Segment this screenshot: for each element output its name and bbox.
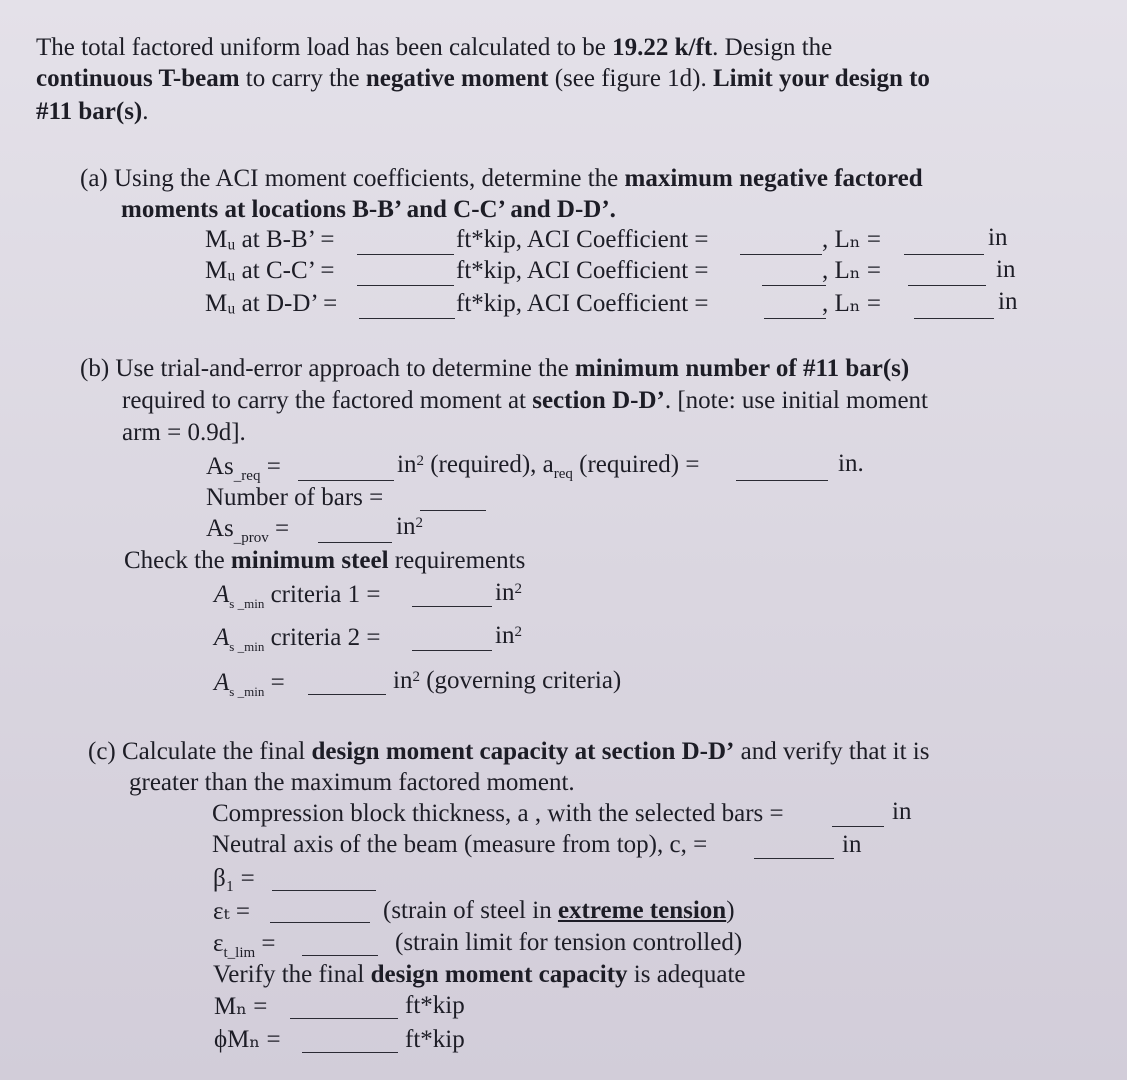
text: required to carry the factored moment at	[122, 387, 533, 414]
check-min-steel	[124, 546, 525, 576]
text: ε	[213, 930, 224, 957]
text: (governing criteria)	[419, 667, 622, 694]
text: )	[726, 897, 735, 924]
text: maximum negative factored	[624, 165, 923, 192]
a-letter: A	[214, 581, 230, 608]
text: (c) Calculate the final	[88, 738, 312, 765]
mu-dd-label: Mᵤ at D-D’ =	[205, 290, 338, 317]
mu-bb-unit: ft*kip, ACI Coefficient =	[456, 226, 709, 253]
equals: =	[266, 453, 281, 480]
text: (see figure 1d).	[548, 65, 713, 92]
as-min-crit1-row	[214, 580, 380, 619]
num-bars-blank[interactable]	[420, 488, 486, 511]
text: requirements	[388, 547, 526, 574]
areq-sub: req	[553, 466, 573, 482]
mu-cc-unit: ft*kip, ACI Coefficient =	[456, 257, 709, 284]
sup: 2	[415, 515, 423, 531]
part-b-line-2	[122, 386, 928, 416]
num-bars-label: Number of bars =	[206, 484, 384, 511]
mu-bb-blank[interactable]	[357, 232, 454, 255]
s-min-sub: s _min	[229, 596, 265, 611]
text: .	[142, 98, 149, 125]
part-b-line-1	[80, 354, 909, 384]
strain-extreme	[383, 896, 735, 926]
text: and verify that it is	[734, 738, 930, 765]
text: (b) Use trial-and-error approach to determine the	[80, 355, 575, 382]
as-prov-unit	[396, 512, 423, 542]
ln-cc-unit: in	[996, 256, 1016, 283]
as-min-row	[214, 668, 285, 707]
text: in	[397, 451, 417, 478]
ln-cc-blank[interactable]	[908, 263, 986, 286]
part-c-line-2: greater than the maximum factored moment.	[129, 769, 575, 796]
aci-coef-cc-blank[interactable]	[762, 263, 826, 286]
equals: =	[255, 930, 276, 957]
as-min-crit1-unit	[495, 578, 522, 608]
intro-line-2	[36, 64, 930, 94]
mu-dd-unit: ft*kip, ACI Coefficient =	[456, 290, 709, 317]
mn-blank[interactable]	[290, 996, 398, 1019]
ln-bb-blank[interactable]	[904, 232, 984, 255]
eps-t-label: εₜ =	[213, 898, 251, 925]
ln-bb-label: , Lₙ =	[822, 226, 881, 253]
mu-cc-label: Mᵤ at C-C’ =	[205, 257, 335, 284]
s-min-sub: s _min	[229, 684, 265, 699]
comp-block-blank[interactable]	[832, 804, 884, 827]
areq-unit: in.	[838, 450, 864, 477]
as-label: As	[206, 453, 234, 480]
as-req-blank[interactable]	[298, 458, 394, 481]
part-a-line-2: moments at locations B-B’ and C-C’ and D-D’.	[121, 196, 616, 223]
areq-blank[interactable]	[736, 458, 828, 481]
beta1-label: β₁ =	[213, 865, 255, 892]
text: (required) =	[572, 451, 700, 478]
eps-lim-blank[interactable]	[302, 933, 378, 956]
ln-dd-label: , Lₙ =	[822, 290, 881, 317]
text: Verify the final	[213, 961, 371, 988]
text: minimum steel	[230, 547, 389, 574]
as-prov-sub: _prov	[233, 530, 269, 546]
sup: 2	[412, 669, 420, 685]
part-a-line-1	[80, 164, 923, 194]
strain-limit: (strain limit for tension controlled)	[395, 929, 743, 956]
as-min-crit2-unit	[495, 621, 522, 651]
text: in	[495, 579, 515, 606]
text: to carry the	[239, 65, 366, 92]
text: section D-D’	[532, 387, 665, 414]
phi-mn-blank[interactable]	[302, 1030, 398, 1053]
neutral-axis-blank[interactable]	[754, 836, 834, 859]
mn-label: Mₙ =	[214, 993, 268, 1020]
as-label: As	[206, 515, 234, 542]
s-min-sub: s _min	[229, 639, 265, 654]
as-min-blank[interactable]	[308, 672, 386, 695]
eps-lim-sub: t_lim	[223, 945, 256, 961]
text: in	[495, 622, 515, 649]
text: The total factored uniform load has been calculated to be	[36, 34, 613, 61]
ln-dd-blank[interactable]	[914, 296, 994, 319]
mn-unit: ft*kip	[405, 992, 465, 1019]
text: design moment capacity	[370, 961, 628, 988]
text: . Design the	[712, 34, 833, 61]
phi-mn-label: ϕMₙ =	[214, 1026, 281, 1053]
sup: 2	[514, 581, 522, 597]
sup: 2	[514, 624, 522, 640]
neutral-axis-unit: in	[842, 831, 862, 858]
text: design moment capacity at section D-D’	[311, 738, 735, 765]
as-req-unit	[397, 450, 699, 489]
beta1-blank[interactable]	[272, 868, 376, 891]
as-min-crit2-row	[214, 623, 380, 662]
neutral-axis-label: Neutral axis of the beam (measure from top), c, =	[212, 831, 708, 858]
text: (a) Using the ACI moment coefficients, determine the	[80, 165, 625, 192]
text: (strain of steel in	[383, 897, 558, 924]
ln-dd-unit: in	[998, 288, 1018, 315]
text: in	[396, 513, 416, 540]
a-letter: A	[214, 669, 230, 696]
as-min-crit2-blank[interactable]	[412, 628, 492, 651]
verify-line	[213, 960, 746, 990]
equals: =	[275, 515, 290, 542]
comp-block-unit: in	[892, 798, 912, 825]
ln-bb-unit: in	[988, 224, 1008, 251]
intro-line-1	[36, 33, 832, 63]
ln-cc-label: , Lₙ =	[822, 257, 881, 284]
eps-t-blank[interactable]	[270, 900, 370, 923]
sup: 2	[416, 453, 424, 469]
as-min-unit	[393, 666, 621, 696]
mu-dd-blank[interactable]	[359, 296, 455, 319]
text: extreme tension	[557, 897, 727, 924]
phi-mn-unit: ft*kip	[405, 1026, 465, 1053]
mu-cc-blank[interactable]	[357, 263, 454, 286]
load-value: 19.22 k/ft	[612, 34, 713, 61]
aci-coef-dd-blank[interactable]	[764, 296, 826, 319]
as-prov-blank[interactable]	[318, 520, 392, 543]
text: in	[393, 667, 413, 694]
text: continuous T-beam	[36, 65, 240, 92]
bar-size: #11 bar(s)	[36, 98, 143, 125]
aci-coef-bb-blank[interactable]	[740, 232, 822, 255]
part-c-line-1	[88, 737, 929, 767]
as-min-crit1-blank[interactable]	[412, 584, 492, 607]
part-b-line-3: arm = 0.9d].	[122, 419, 246, 446]
text: (required), a	[423, 451, 554, 478]
equals: =	[270, 669, 285, 696]
as-req-sub: _req	[233, 468, 261, 484]
text: Check the	[124, 547, 231, 574]
text: minimum number of #11 bar(s)	[574, 355, 910, 382]
mu-bb-label: Mᵤ at B-B’ =	[205, 226, 335, 253]
text: negative moment	[365, 65, 549, 92]
text: . [note: use initial moment	[664, 387, 928, 414]
text: criteria 2 =	[270, 624, 381, 651]
a-letter: A	[214, 624, 230, 651]
intro-line-3	[36, 97, 149, 127]
comp-block-label: Compression block thickness, a , with the selected bars =	[212, 800, 784, 827]
text: is adequate	[627, 961, 746, 988]
text: criteria 1 =	[270, 581, 381, 608]
text: Limit your design to	[713, 65, 930, 92]
